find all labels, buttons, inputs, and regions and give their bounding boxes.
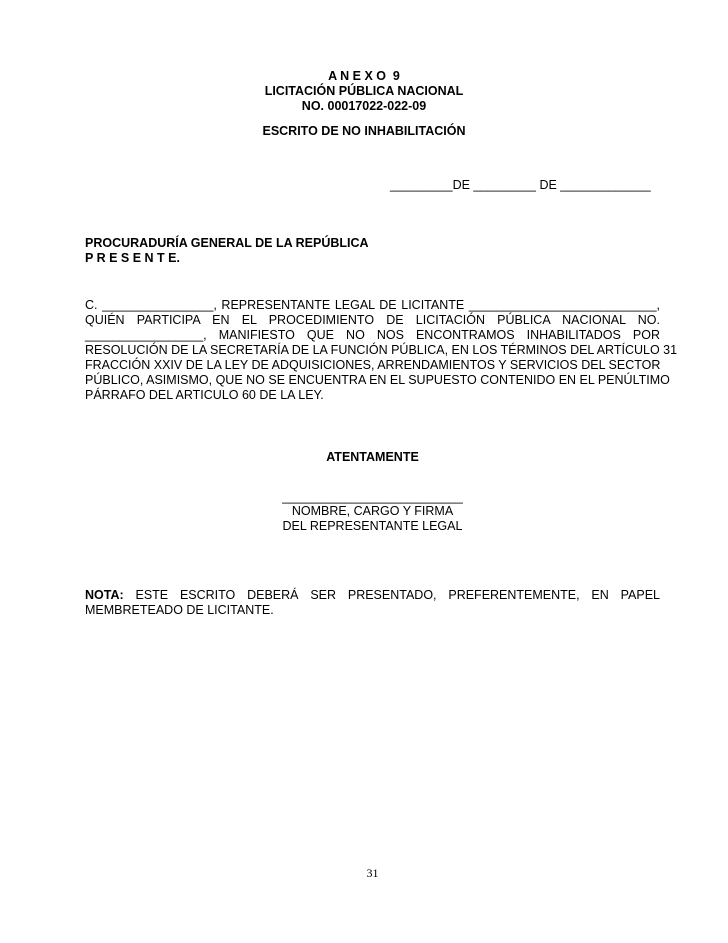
addressee-name: PROCURADURÍA GENERAL DE LA REPÚBLICA: [85, 236, 369, 250]
body-line-1: C. ________________, REPRESENTANTE LEGAL DE LICITANTE ___________________________,: [85, 298, 660, 312]
closing: ATENTAMENTE: [326, 450, 419, 464]
date-line: _________DE _________ DE _____________: [390, 178, 651, 192]
signature-label-role: DEL REPRESENTANTE LEGAL: [282, 519, 463, 533]
addressee-present: P R E S E N T E.: [85, 251, 180, 265]
body-line-5: FRACCIÓN XXIV DE LA LEY DE ADQUISICIONES, ARRENDAMIENTOS Y SERVICIOS DEL SECTOR: [85, 358, 661, 372]
document-title: ESCRITO DE NO INHABILITACIÓN: [262, 124, 466, 138]
signature-label-name: NOMBRE, CARGO Y FIRMA: [291, 504, 454, 518]
note-text: ESTE ESCRITO DEBERÁ SER PRESENTADO, PREFERENTEMENTE, EN PAPEL: [123, 588, 660, 602]
annex-title: A N E X O 9: [328, 69, 400, 83]
body-line-6: PÚBLICO, ASIMISMO, QUE NO SE ENCUENTRA EN EL SUPUESTO CONTENIDO EN EL PENÚLTIMO: [85, 373, 670, 387]
note-label: NOTA:: [85, 588, 124, 602]
body-line-3: _________________, MANIFIESTO QUE NO NOS ENCONTRAMOS INHABILITADOS POR: [85, 328, 660, 342]
tender-number: NO. 00017022-022-09: [301, 99, 427, 113]
signature-line: __________________________: [282, 490, 463, 504]
note-line-2: MEMBRETEADO DE LICITANTE.: [85, 603, 274, 617]
tender-type: LICITACIÓN PÚBLICA NACIONAL: [264, 84, 464, 98]
body-line-2: QUIÉN PARTICIPA EN EL PROCEDIMIENTO DE LICITACIÓN PÚBLICA NACIONAL NO.: [85, 313, 660, 327]
body-line-7: PÁRRAFO DEL ARTICULO 60 DE LA LEY.: [85, 388, 324, 402]
note-line-1: [85, 588, 660, 603]
page-number: 31: [366, 866, 379, 880]
body-line-4: RESOLUCIÓN DE LA SECRETARÍA DE LA FUNCIÓN PÚBLICA, EN LOS TÉRMINOS DEL ARTÍCULO 31: [85, 343, 678, 357]
